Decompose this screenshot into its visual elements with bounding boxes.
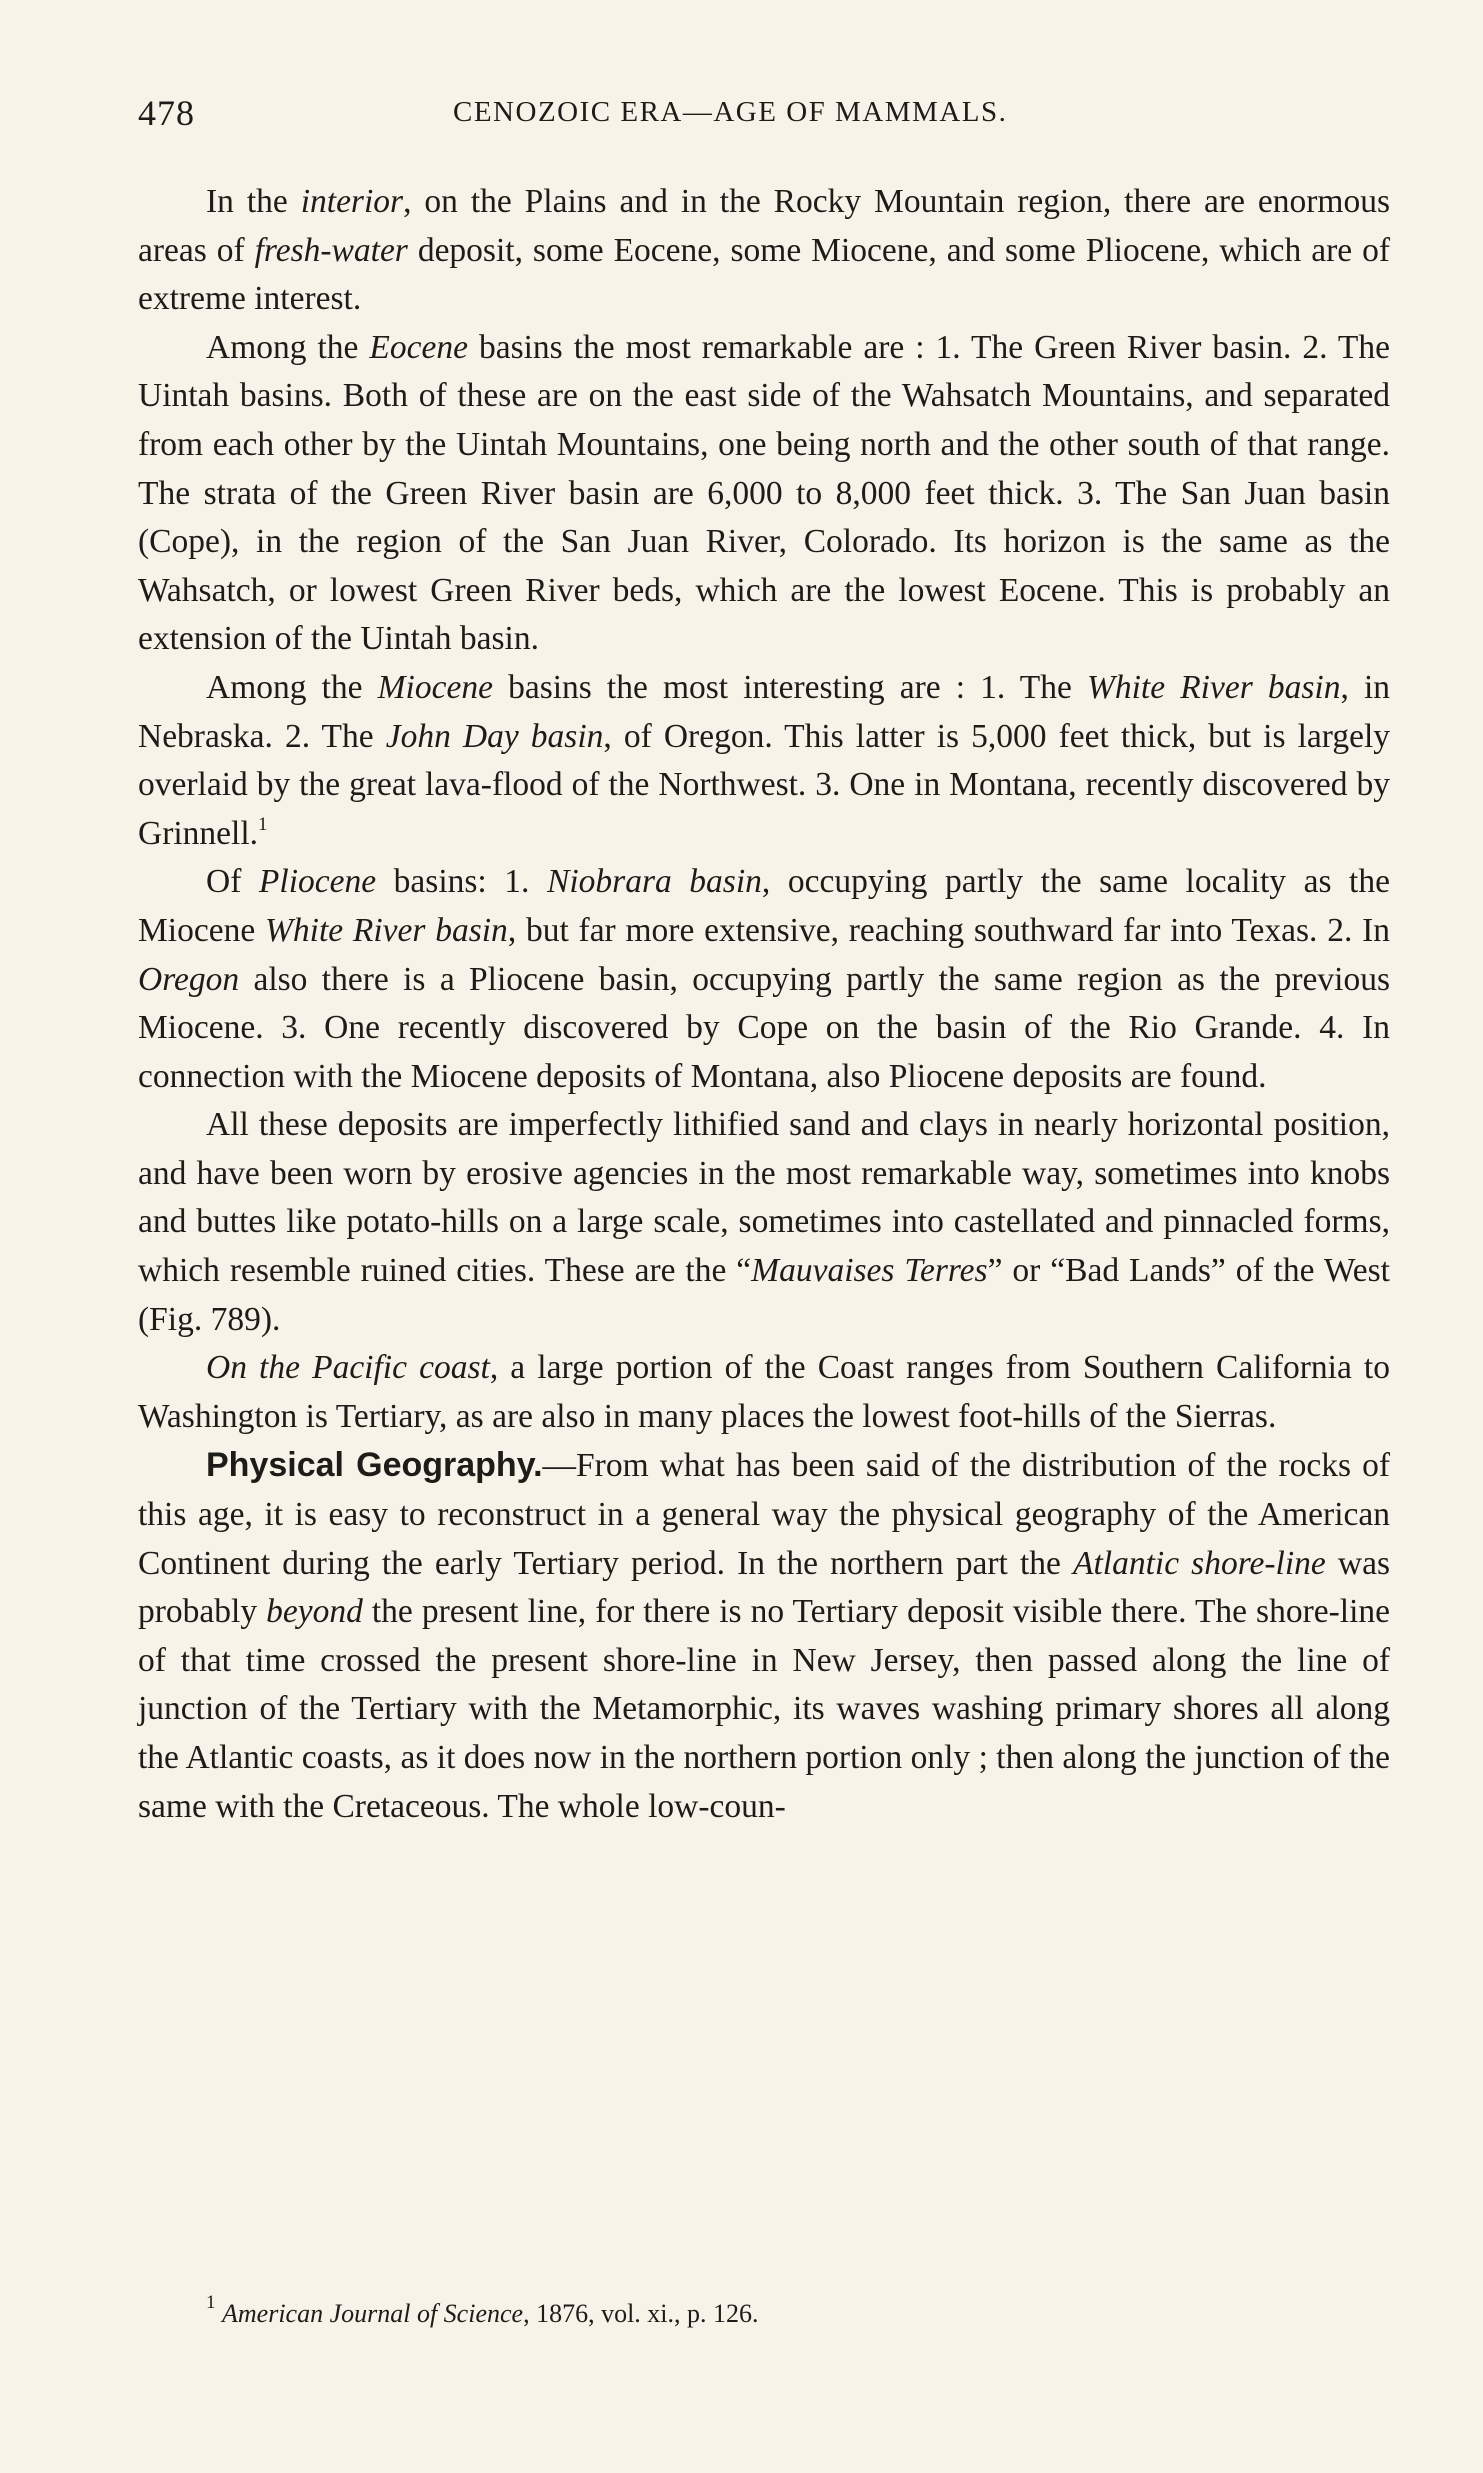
text-run: All these deposits are imperfectly lithified sand and clays in nearly horizontal position, and have been worn by erosive agencies in the most remarkable way, sometimes into knobs and buttes like potato-hills on a large scale, sometimes into castellated and pinnacled forms, which resemble ruined cities. These are the “ [138, 1106, 1390, 1290]
text-run: , occupying partly the same locality as the Miocene [138, 863, 1390, 949]
paragraph-miocene [138, 664, 1390, 858]
text-run: basins the most remarkable are : 1. The Green River basin. 2. The Uintah basins. Both of these are on the east side of the Wahsatch Mountains, and separated from each other by the Uintah Mountains, one being north and the other south of that range. The strata of the Green River basin are 6,000 to 8,000 feet thick. 3. The San Juan basin (Cope), in the region of the San Juan River, Colorado. Its horizon is the same as the Wahsatch, or lowest Green River beds, which are the lowest Eocene. This is probably an extension of the Uintah basin. [138, 328, 1390, 658]
italic-run: Atlantic shore-line [1073, 1544, 1326, 1582]
text-run: , on the Plains and in the Rocky Mountain region, there are enormous areas of [138, 183, 1390, 269]
italic-run: interior [300, 183, 404, 220]
page-number: 478 [138, 93, 195, 133]
text-run: was probably [138, 1544, 1390, 1631]
text-run: Among the [206, 328, 370, 366]
text-run: Of [206, 863, 259, 901]
italic-run: White River basin [264, 911, 508, 949]
paragraph-badlands [138, 1101, 1390, 1344]
italic-run: beyond [266, 1593, 363, 1631]
paragraph-pliocene [138, 858, 1390, 1101]
footnote-marker: 1 [206, 2292, 216, 2313]
italic-run: John Day basin [385, 717, 604, 755]
text-run: ” or “Bad Lands” of the West (Fig. 789). [138, 1252, 1390, 1338]
text-run: basins the most interesting are : 1. The [492, 668, 1087, 706]
text-run: —From what has been said of the distribution of the rocks of this age, it is easy to reconstruct in a general way the physical geography of the American Continent during the early Tertiary period. In the northern part the [138, 1447, 1390, 1582]
running-head: CENOZOIC ERA—AGE OF MAMMALS. [453, 96, 1008, 128]
text-run: , but far more extensive, reaching southward far into Texas. 2. In [507, 911, 1390, 949]
section-heading: Physical Geography. [206, 1446, 543, 1485]
text-run: the present line, for there is no Tertiary deposit visible there. The shore-line of that time crossed the present shore-line in New Jersey, then passed along the line of junction of the Tertiary with the Metamorphic, its waves washing primary shores all along the Atlantic coasts, as it does now in the northern portion only ; then along the junction of the same with the Cretaceous. The whole low-coun- [138, 1593, 1390, 1825]
italic-run: Niobrara basin [547, 863, 762, 901]
page-header [138, 92, 1378, 142]
text-run: , in Nebraska. 2. The [138, 668, 1391, 755]
footnote [206, 2292, 1356, 2331]
paragraph-interior [138, 178, 1390, 324]
text-run: In the [206, 183, 301, 220]
paragraph-eocene [138, 324, 1390, 664]
italic-run: Miocene [377, 668, 493, 706]
footnote-ref[interactable]: 1 [258, 813, 268, 835]
text-run: deposit, some Eocene, some Miocene, and some Pliocene, which are of extreme interest. [138, 231, 1390, 318]
italic-run: White River basin [1086, 668, 1341, 706]
text-run: , of Oregon. This latter is 5,000 feet thick, but is largely overlaid by the great lava-flood of the Northwest. 3. One in Montana, recently discovered by Grinnell. [138, 717, 1391, 852]
paragraph-pacific-coast [138, 1344, 1390, 1441]
italic-run: Pliocene [258, 863, 377, 901]
italic-run: Oregon [138, 960, 240, 998]
footnote-journal: American Journal of Science [222, 2299, 524, 2328]
italic-run: Mauvaises Terres [751, 1252, 988, 1290]
italic-run: Eocene [369, 328, 468, 366]
paragraph-physical-geography [138, 1441, 1390, 1831]
italic-run: On the Pacific coast [206, 1349, 490, 1387]
text-run: Among the [206, 668, 378, 706]
text-run: , a large portion of the Coast ranges from Southern California to Washington is Tertiary, as are also in many places the lowest foot-hills of the Sierras. [138, 1349, 1390, 1435]
text-run: basins: 1. [376, 863, 547, 901]
footnote-citation: , 1876, vol. xi., p. 126. [523, 2299, 759, 2328]
italic-run: fresh-water [254, 231, 408, 269]
text-run: also there is a Pliocene basin, occupying partly the same region as the previous Miocene. 3. One recently discovered by Cope on the basin of the Rio Grande. 4. In connection with the Miocene deposits of Montana, also Pliocene deposits are found. [138, 960, 1390, 1095]
body-text [138, 178, 1390, 1831]
